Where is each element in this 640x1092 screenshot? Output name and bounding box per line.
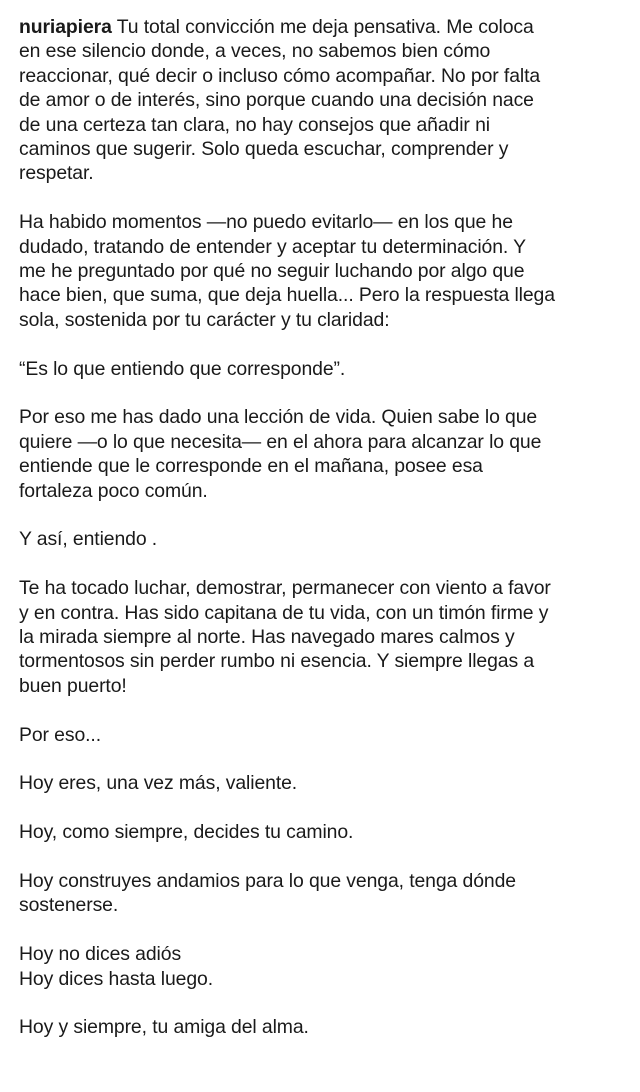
caption-line: fortaleza poco común. [19, 479, 208, 502]
caption-paragraph [19, 210, 629, 332]
caption-line: respetar. [19, 162, 94, 185]
caption-line: sola, sostenida por tu carácter y tu claridad: [19, 308, 390, 331]
caption-line: Hoy construyes andamios para lo que venga, tenga dónde [19, 870, 516, 893]
caption-paragraph [19, 942, 629, 991]
caption-line: me he preguntado por qué no seguir luchando por algo que [19, 260, 525, 283]
caption-line: Por eso... [19, 723, 101, 746]
caption-line: Hoy eres, una vez más, valiente. [19, 772, 298, 795]
caption-line: en ese silencio donde, a veces, no sabemos bien cómo [19, 40, 491, 63]
caption-line: quiere —o lo que necesita— en el ahora para alcanzar lo que [19, 430, 542, 453]
caption-line: hace bien, que suma, que deja huella... Pero la respuesta llega [19, 284, 555, 307]
caption-line: Hoy no dices adiós [19, 943, 182, 966]
username-link[interactable]: nuriapiera [19, 16, 112, 38]
caption-line: Por eso me has dado una lección de vida. Quien sabe lo que [19, 406, 538, 429]
caption-line: Hoy dices hasta luego. [19, 967, 213, 990]
caption-line: Te ha tocado luchar, demostrar, permanecer con viento a favor [19, 577, 551, 600]
caption-line: la mirada siempre al norte. Has navegado mares calmos y [19, 626, 515, 649]
caption-paragraph [19, 405, 629, 503]
post-caption [19, 15, 629, 1064]
caption-line: Ha habido momentos —no puedo evitarlo— en los que he [19, 211, 513, 234]
caption-line: Hoy, como siempre, decides tu camino. [19, 821, 354, 844]
caption-line: “Es lo que entiendo que corresponde”. [19, 357, 346, 380]
caption-line: Y así, entiendo . [19, 528, 158, 551]
caption-paragraph [19, 820, 629, 844]
caption-line: de amor o de interés, sino porque cuando una decisión nace [19, 89, 534, 112]
caption-line: buen puerto! [19, 674, 127, 697]
caption-line: caminos que sugerir. Solo queda escuchar, comprender y [19, 138, 509, 161]
caption-line: dudado, tratando de entender y aceptar tu determinación. Y [19, 235, 526, 258]
caption-line-text: Tu total convicción me deja pensativa. Me coloca [111, 16, 534, 38]
caption-paragraph [19, 357, 629, 381]
caption-paragraph [19, 576, 629, 698]
caption-line: de una certeza tan clara, no hay consejos que añadir ni [19, 113, 490, 136]
caption-line: entiende que le corresponde en el mañana, posee esa [19, 455, 483, 478]
caption-paragraph [19, 723, 629, 747]
caption-paragraph [19, 1015, 629, 1039]
caption-line: y en contra. Has sido capitana de tu vida, con un timón firme y [19, 601, 549, 624]
caption-paragraph [19, 15, 629, 186]
caption-paragraph [19, 869, 629, 918]
caption-line: Hoy y siempre, tu amiga del alma. [19, 1016, 309, 1039]
caption-paragraph [19, 771, 629, 795]
caption-line: sostenerse. [19, 894, 119, 917]
caption-line: reaccionar, qué decir o incluso cómo acompañar. No por falta [19, 64, 541, 87]
caption-line [19, 15, 629, 39]
caption-paragraph [19, 527, 629, 551]
caption-line: tormentosos sin perder rumbo ni esencia. Y siempre llegas a [19, 650, 535, 673]
